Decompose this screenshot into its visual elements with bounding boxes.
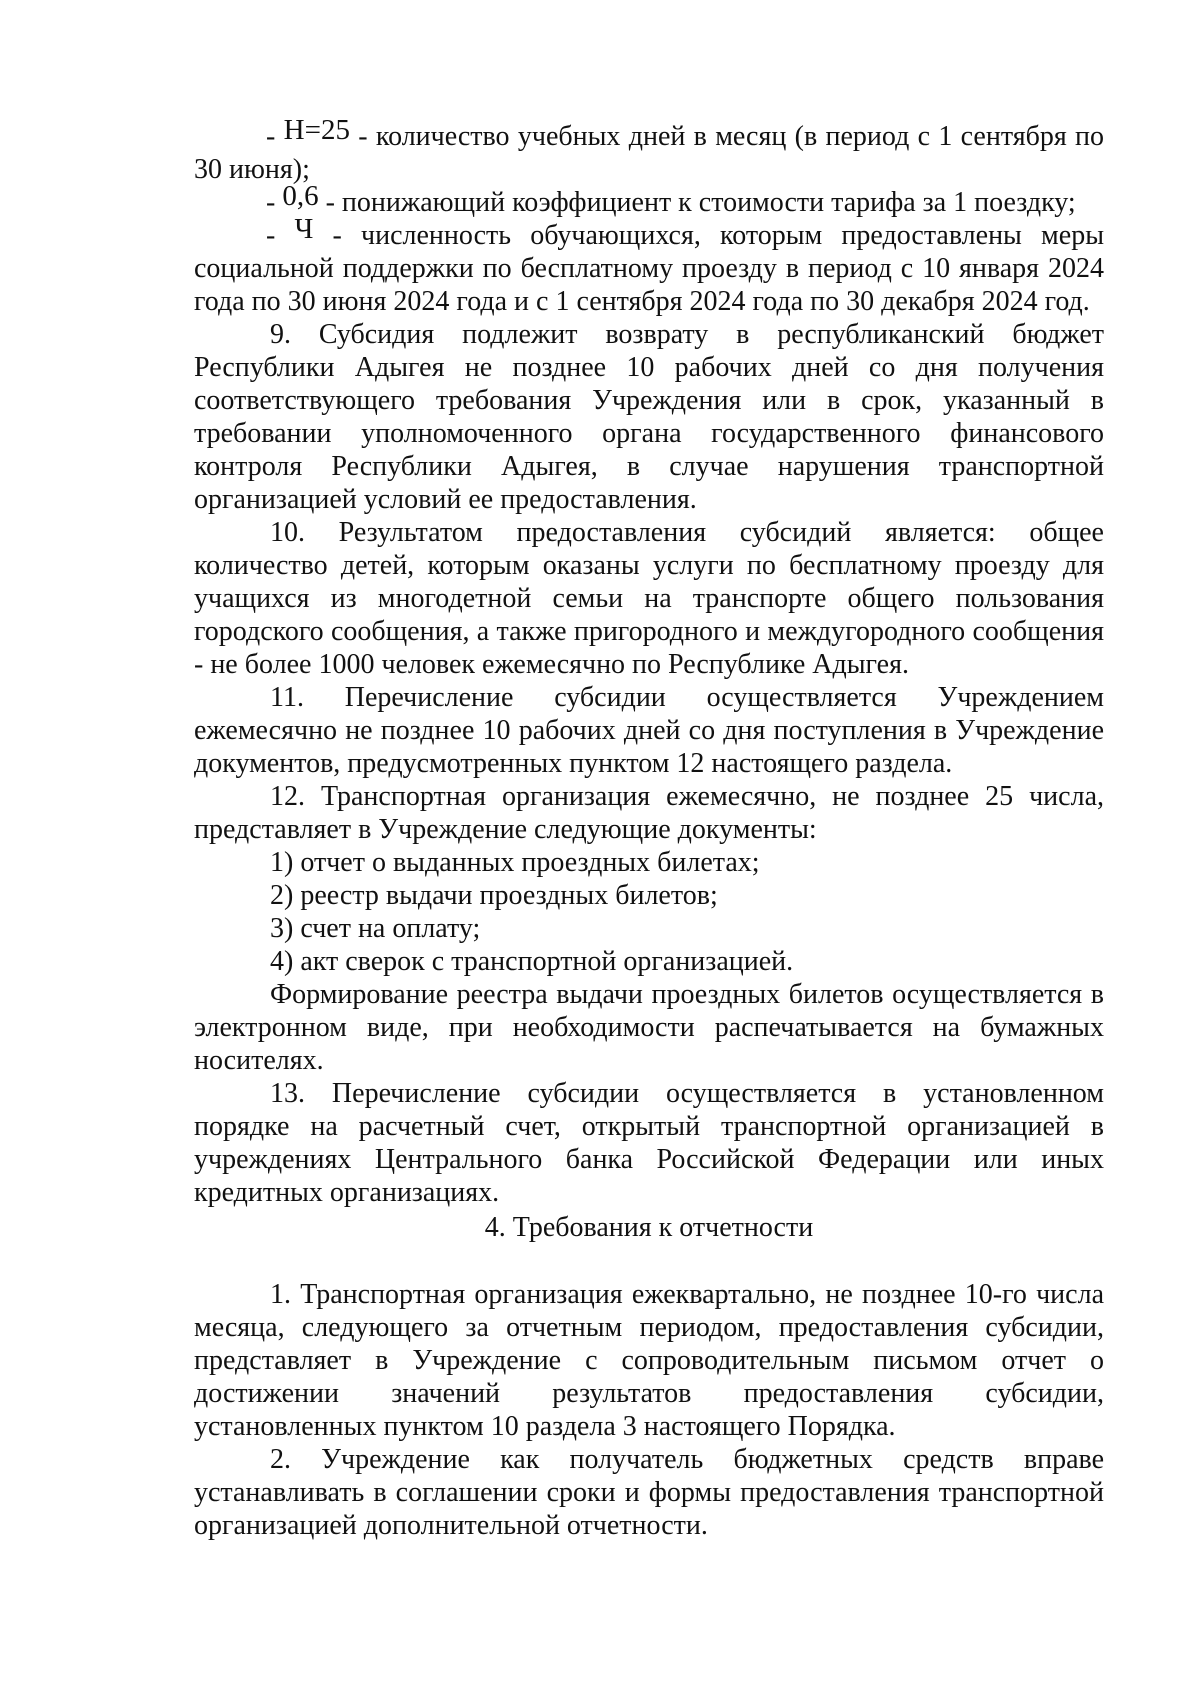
definition-dash: -: [266, 187, 276, 218]
paragraph-registry: Формирование реестра выдачи проездных билетов осуществляется в электронном виде, при необходимости распечатывается на бумажных носителях.: [194, 979, 1104, 1076]
paragraph-12: 12. Транспортная организация ежемесячно, не позднее 25 числа, представляет в Учреждение следующие документы:: [194, 781, 1104, 845]
definition-days: [194, 114, 1105, 186]
reporting-item-2: 2. Учреждение как получатель бюджетных средств вправе устанавливать в соглашении сроки и формы предоставления транспортной организацией дополнительной отчетности.: [194, 1444, 1104, 1541]
list-item: 1) отчет о выданных проездных билетах;: [270, 847, 760, 878]
definition-text: - понижающий коэффициент к стоимости тарифа за 1 поездку;: [318, 187, 1076, 218]
paragraph-13: 13. Перечисление субсидии осуществляется в установленном порядке на расчетный счет, открытый транспортной организацией в учреждениях Центрального банка Российской Федерации или иных кредитных организациях.: [194, 1078, 1104, 1208]
list-item: 4) акт сверок с транспортной организацией.: [270, 946, 794, 977]
definition-dash: -: [266, 121, 276, 152]
definition-students: [194, 213, 1104, 318]
list-item: 2) реестр выдачи проездных билетов;: [270, 880, 718, 911]
section-4-heading: 4. Требования к отчетности: [484, 1212, 814, 1243]
definition-coefficient: [194, 180, 1104, 219]
document-body: [194, 114, 1105, 1542]
definition-symbol: Ч: [294, 213, 314, 245]
paragraph-11: 11. Перечисление субсидии осуществляется Учреждением ежемесячно не позднее 10 рабочих дней со дня поступления в Учреждение документов, предусмотренных пунктом 12 настоящего раздела.: [194, 682, 1104, 779]
definition-dash: -: [266, 220, 276, 251]
documents-list: [194, 846, 1104, 978]
reporting-item-1: 1. Транспортная организация ежеквартально, не позднее 10-го числа месяца, следующего за отчетным периодом, предоставления субсидии, представляет в Учреждение с сопроводительным письмом отчет о достижении значений результатов предоставления субсидии, установленных пунктом 10 раздела 3 настоящего Порядка.: [194, 1279, 1104, 1442]
list-item: 3) счет на оплату;: [270, 913, 481, 944]
definition-text: - численность обучающихся, которым предоставлены меры социальной поддержки по бесплатному проезду в период с 10 января 2024 года по 30 июня 2024 года и с 1 сентября 2024 года по 30 декабря 2024 год.: [194, 220, 1104, 317]
paragraph-10: 10. Результатом предоставления субсидий является: общее количество детей, которым оказаны услуги по бесплатному проезду для учащихся из многодетной семьи на транспорте общего пользования городского сообщения, а также пригородного и междугородного сообщения - не более 1000 человек ежемесячно по Республике Адыгея.: [194, 517, 1104, 680]
definition-symbol: 0,6: [282, 180, 319, 212]
paragraph-9: 9. Субсидия подлежит возврату в республиканский бюджет Республики Адыгея не позднее 10 рабочих дней со дня получения соответствующего требования Учреждения или в срок, указанный в требовании уполномоченного органа государственного финансового контроля Республики Адыгея, в случае нарушения транспортной организацией условий ее предоставления.: [194, 319, 1104, 515]
definition-text: - количество учебных дней в месяц (в период с 1 сентября по 30 июня);: [194, 121, 1105, 185]
definition-symbol: H=25: [283, 114, 350, 146]
